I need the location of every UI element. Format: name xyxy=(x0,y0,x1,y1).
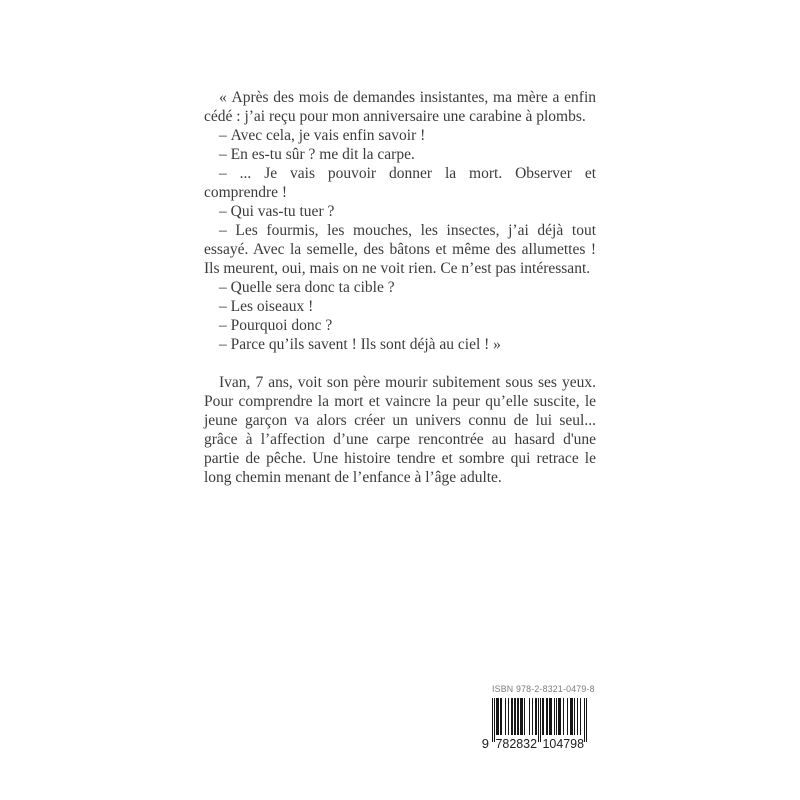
quote-line: – Les fourmis, les mouches, les insectes, j’ai déjà tout essayé. Avec la semelle, des bâtons et même des allumettes ! Ils meurent, oui, mais on ne voit rien. Ce n’est pas intéressant. xyxy=(204,222,596,277)
blurb-text-block xyxy=(204,88,596,487)
isbn-label: ISBN 978-2-8321-0479-8 xyxy=(492,684,595,694)
quote-line: – Les oiseaux ! xyxy=(219,298,314,315)
barcode-bar xyxy=(584,698,585,742)
barcode-bar xyxy=(549,698,552,735)
barcode-bar xyxy=(577,698,578,735)
barcode-bar xyxy=(540,698,541,742)
barcode-bar xyxy=(538,698,539,742)
barcode-bar xyxy=(496,698,499,735)
barcode-bar xyxy=(558,698,561,735)
barcode-bar xyxy=(570,698,573,735)
synopsis-paragraph: Ivan, 7 ans, voit son père mourir subitement sous ses yeux. Pour comprendre la mort et vaincre la peur qu’elle suscite, le jeune garçon va alors créer un univers connu de lui seul... grâce à l’affection d’une carpe rencontrée au hasard d'une partie de pêche. Une histoire tendre et sombre qui retrace le long chemin menant de l’enfance à l’âge adulte. xyxy=(204,374,596,486)
barcode-bar xyxy=(524,698,525,735)
barcode-bar xyxy=(505,698,506,735)
barcode-bar xyxy=(514,698,516,735)
barcode-bar xyxy=(500,698,502,735)
barcode-first-digit: 9 xyxy=(481,736,489,751)
quote-line: – Pourquoi donc ? xyxy=(219,317,333,334)
barcode-bar xyxy=(574,698,575,735)
barcode-bar xyxy=(542,698,544,735)
barcode-bar xyxy=(520,698,523,735)
barcode-left-digits: 782832 xyxy=(495,736,537,751)
barcode-bar xyxy=(586,698,587,742)
barcode-bar xyxy=(580,698,581,735)
quote-line: « Après des mois de demandes insistantes, ma mère a enfin cédé : j’ai reçu pour mon anniversaire une carabine à plombs. xyxy=(204,89,596,125)
barcode-right-digits: 104798 xyxy=(542,736,584,751)
barcode-bar xyxy=(492,698,493,742)
quote-line: – Qui vas-tu tuer ? xyxy=(219,203,335,220)
ean13-barcode xyxy=(480,698,588,753)
isbn-barcode xyxy=(480,684,595,753)
quote-line: – Quelle sera donc ta cible ? xyxy=(219,279,395,296)
quote-line: – ... Je vais pouvoir donner la mort. Observer et comprendre ! xyxy=(204,165,596,201)
barcode-bar xyxy=(567,698,568,735)
quote-line: – Parce qu’ils savent ! Ils sont déjà au ciel ! » xyxy=(219,336,501,353)
barcode-bar xyxy=(554,698,555,735)
barcode-bar xyxy=(511,698,513,735)
barcode-bar xyxy=(563,698,564,735)
barcode-bar xyxy=(535,698,537,735)
barcode-bar xyxy=(529,698,530,735)
barcode-bar xyxy=(508,698,509,735)
barcode-bar xyxy=(532,698,533,735)
quote-line: – En es-tu sûr ? me dit la carpe. xyxy=(219,146,415,163)
barcode-bar xyxy=(517,698,519,735)
quote-line: – Avec cela, je vais enfin savoir ! xyxy=(219,127,426,144)
barcode-bar xyxy=(546,698,548,735)
barcode-bar xyxy=(556,698,557,735)
